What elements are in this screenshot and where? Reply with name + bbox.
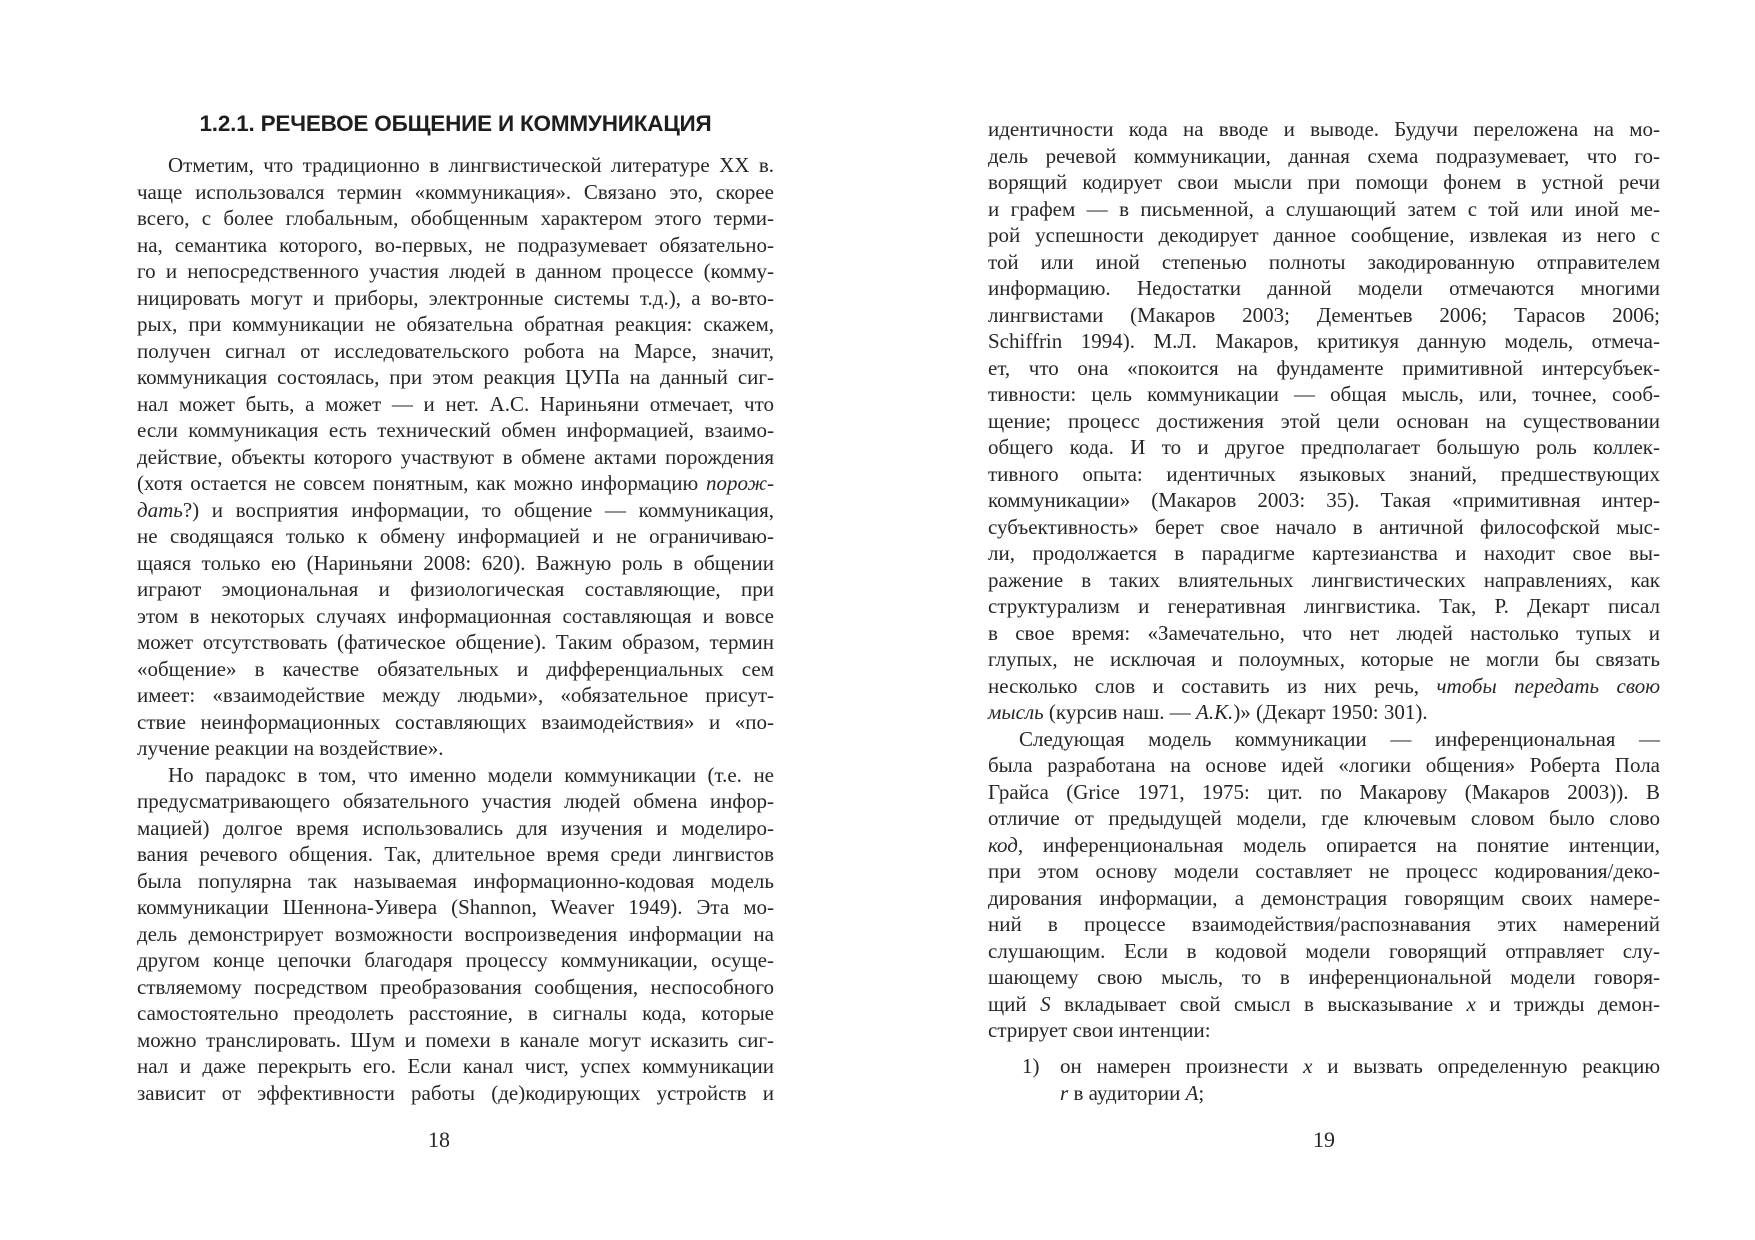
text-segment: не сводящаяся только к обмену информацией и не ограничиваю- (137, 524, 774, 548)
text-line (988, 169, 1660, 196)
text-segment: он намерен произнести (1060, 1054, 1304, 1078)
page-number: 19 (1313, 1127, 1335, 1152)
text-segment: дель демонстрирует возможности воспроизведения информации на (137, 921, 774, 946)
text-line (988, 487, 1660, 514)
text-segment: щий (988, 991, 1041, 1016)
text-line (137, 947, 774, 974)
text-line (988, 620, 1660, 647)
text-segment: коммуникации Шеннона-Уивера (Shannon, Weaver 1949). Эта мо- (137, 895, 774, 919)
italic-text: код (988, 832, 1018, 857)
text-line (988, 328, 1660, 355)
text-line (988, 567, 1660, 594)
text-line (137, 444, 774, 471)
text-line (137, 152, 774, 179)
section-title: 1.2.1. РЕЧЕВОЕ ОБЩЕНИЕ И КОММУНИКАЦИЯ (199, 111, 712, 136)
text-line (137, 497, 774, 524)
text-line (137, 656, 774, 683)
text-segment: рых, при коммуникации не обязательна обратная реакция: скажем, (137, 312, 774, 336)
text-line (988, 275, 1660, 302)
text-line (988, 911, 1660, 938)
text-line (988, 726, 1660, 753)
text-segment: ; (1198, 1080, 1205, 1105)
text-line (137, 364, 774, 391)
text-line (137, 603, 774, 630)
text-segment: играют эмоциональная и физиологическая составляющие, при (137, 577, 774, 601)
text-line (988, 408, 1660, 435)
text-segment: «общение» в качестве обязательных и дифференциальных сем (137, 656, 774, 681)
text-segment: дирования информации, а демонстрация говорящим своих намере- (988, 885, 1660, 910)
text-segment: отличие от предыдущей модели, где ключевым словом было слово (988, 806, 1660, 830)
text-line (137, 470, 774, 497)
text-segment: самостоятельно преодолеть расстояние, в сигналы кода, которые (137, 1001, 774, 1025)
text-segment: мацией) долгое время использовались для изучения и моделиро- (137, 815, 774, 840)
text-line (137, 1027, 774, 1054)
text-line (988, 540, 1660, 567)
text-line (988, 858, 1660, 885)
text-segment: вкладывает свой смысл в высказывание (1050, 991, 1467, 1016)
text-line (137, 815, 774, 842)
text-segment: Schiffrin 1994). М.Л. Макаров, критикуя данную модель, отмеча- (988, 329, 1660, 353)
text-segment: структурализм и генеративная лингвистика. Так, Р. Декарт писал (988, 594, 1660, 618)
text-segment: действие, объекты которого участвуют в обмене актами порождения (137, 444, 774, 469)
text-line (988, 355, 1660, 382)
text-segment: коммуникация состоялась, при этом реакция ЦУПа на данный сиг- (137, 365, 774, 389)
italic-text: x (1466, 991, 1476, 1016)
italic-text: мысль (988, 700, 1044, 724)
text-segment: ний в процессе взаимодействия/распознавания этих намерений (988, 912, 1660, 936)
text-segment: предусматривающего обязательного участия людей обмена инфор- (137, 789, 774, 813)
text-segment: (хотя остается не совсем понятным, как можно информацию (137, 471, 706, 495)
text-segment: можно транслировать. Шум и помехи в канале могут исказить сиг- (137, 1027, 774, 1052)
right-page (877, 0, 1755, 1240)
text-segment: в свое время: «Замечательно, что нет людей настолько тупых и (988, 620, 1660, 645)
text-line (137, 735, 774, 762)
text-segment: ли, продолжается в парадигме картезианства и находит свое вы- (988, 541, 1660, 565)
text-line (137, 921, 774, 948)
text-segment: той или иной степенью полноты закодированную отправителем (988, 249, 1660, 274)
text-segment: щение; процесс достижения этой цели основан на существовании (988, 408, 1660, 433)
text-line (137, 762, 774, 789)
text-line (988, 646, 1660, 673)
text-segment: всего, с более глобальным, обобщенным характером этого терми- (137, 206, 774, 230)
text-segment: вания речевого общения. Так, длительное время среди лингвистов (137, 842, 774, 866)
text-segment: ет, что она «покоится на фундаменте примитивной интерсубъек- (988, 355, 1660, 380)
italic-text: чтобы передать свою (1436, 673, 1660, 698)
text-segment: нал и даже перекрыть его. Если канал чист, успех коммуникации (137, 1054, 774, 1078)
left-page (0, 0, 877, 1240)
text-segment: го и непосредственного участия людей в данном процессе (комму- (137, 259, 774, 283)
text-line (988, 779, 1660, 806)
text-line (137, 417, 774, 444)
text-segment: при этом основу модели составляет не процесс кодирования/деко- (988, 859, 1660, 883)
text-segment: имеет: «взаимодействие между людьми», «обязательное присут- (137, 683, 774, 707)
text-line (988, 805, 1660, 832)
text-line (988, 143, 1660, 170)
italic-text: x (1303, 1054, 1313, 1078)
italic-text: S (1040, 991, 1051, 1016)
text-segment: Отметим, что традиционно в лингвистической литературе XX в. (168, 153, 774, 177)
text-segment: ?) и восприятия информации, то общение — коммуникация, (182, 497, 774, 522)
text-line (137, 629, 774, 656)
text-line (137, 1000, 774, 1027)
text-line (988, 116, 1660, 143)
text-line (988, 673, 1660, 700)
text-line (137, 285, 774, 312)
text-line (137, 258, 774, 285)
text-line (988, 222, 1660, 249)
text-segment: щаяся только ею (Нариньяни 2008: 620). Важную роль в общении (137, 550, 774, 575)
text-segment: глупых, не исключая и полоумных, которые не могли бы связать (988, 647, 1660, 671)
text-segment: шающему свою мысль, то в инференциональной модели говоря- (988, 965, 1660, 989)
text-line (137, 1053, 774, 1080)
text-segment: идентичности кода на вводе и выводе. Будучи переложена на мо- (988, 117, 1660, 141)
text-line (1060, 1080, 1660, 1107)
text-segment: получен сигнал от исследовательского робота на Марсе, значит, (137, 338, 774, 363)
text-line (137, 894, 774, 921)
text-line (988, 461, 1660, 488)
text-line (137, 391, 774, 418)
text-segment: тивности: цель коммуникации — общая мысль, или, точнее, сооб- (988, 382, 1660, 406)
text-line (137, 179, 774, 206)
text-line (988, 302, 1660, 329)
text-segment: и графем — в письменной, а слушающий затем с той или иной ме- (988, 196, 1660, 221)
text-segment: нал может быть, а может — и нет. А.С. Нариньяни отмечает, что (137, 391, 774, 416)
text-segment: информацию. Недостатки данной модели отмечаются многими (988, 276, 1660, 300)
text-line (988, 991, 1660, 1018)
italic-text: A (1185, 1080, 1199, 1105)
italic-text: порож- (705, 471, 774, 495)
text-segment: на, семантика которого, во-первых, не подразумевает обязательно- (137, 232, 774, 257)
text-line (137, 974, 774, 1001)
list-item-text (1060, 1053, 1660, 1106)
italic-text: дать (137, 497, 183, 522)
text-segment: была разработана на основе идей «логики общения» Роберта Пола (988, 753, 1660, 777)
text-segment: этом в некоторых случаях информационная составляющая и вовсе (137, 603, 774, 628)
text-line (137, 1080, 774, 1107)
text-segment: слушающим. Если в кодовой модели говорящий отправляет слу- (988, 938, 1660, 963)
text-line (137, 788, 774, 815)
text-segment: субъективность» берет свое начало в античной философской мыс- (988, 514, 1660, 539)
text-line (988, 964, 1660, 991)
text-segment: лучение реакции на воздействие». (137, 736, 444, 760)
text-segment: ворящий кодирует свои мысли при помощи фонем в устной речи (988, 170, 1660, 194)
text-line (137, 338, 774, 365)
text-segment: рой успешности декодирует данное сообщение, извлекая из него с (988, 223, 1660, 247)
text-segment: Грайса (Grice 1971, 1975: цит. по Макарову (Макаров 2003)). В (988, 779, 1660, 804)
text-segment: чаще использовался термин «коммуникация». Связано это, скорее (137, 179, 774, 204)
text-segment: ницировать могут и приборы, электронные системы т.д.), а во-вто- (137, 285, 774, 310)
text-line (988, 938, 1660, 965)
text-segment: (курсив наш. — (1043, 700, 1197, 724)
text-segment: может отсутствовать (фатическое общение). Таким образом, термин (137, 630, 774, 654)
text-segment: в аудитории (1068, 1080, 1186, 1105)
text-line (988, 699, 1660, 726)
page-number: 18 (428, 1127, 450, 1152)
text-segment: лингвистами (Макаров 2003; Дементьев 2006; Тарасов 2006; (988, 302, 1660, 327)
text-line (988, 196, 1660, 223)
text-segment: зависит от эффективности работы (де)кодирующих устройств и (137, 1080, 774, 1105)
text-line (988, 832, 1660, 859)
text-segment: тивного опыта: идентичных языковых знаний, предшествующих (988, 461, 1660, 486)
text-line (137, 311, 774, 338)
text-line (137, 576, 774, 603)
text-segment: Следующая модель коммуникации — инференциональная — (1019, 726, 1660, 751)
text-segment: дель речевой коммуникации, данная схема подразумевает, что го- (988, 143, 1660, 168)
text-segment: ствие неинформационных составляющих взаимодействия» и «по- (137, 709, 774, 734)
italic-text: А.К. (1196, 700, 1234, 724)
text-line (137, 868, 774, 895)
text-line (137, 841, 774, 868)
text-line (988, 249, 1660, 276)
text-line (137, 205, 774, 232)
right-page-body (988, 116, 1660, 1044)
text-line (988, 752, 1660, 779)
text-segment: )» (Декарт 1950: 301). (1233, 700, 1428, 724)
text-line (988, 434, 1660, 461)
text-segment: ствляемому посредством преобразования сообщения, неспособного (137, 974, 774, 999)
text-segment: несколько слов и составить из них речь, (988, 673, 1437, 698)
text-line (137, 550, 774, 577)
text-segment: была популярна так называемая информационно-кодовая модель (137, 868, 774, 893)
italic-text: r (1060, 1080, 1069, 1105)
text-line (137, 232, 774, 259)
text-line (988, 593, 1660, 620)
text-segment: общего кода. И то и другое предполагает большую роль коллек- (988, 435, 1660, 459)
text-line (1060, 1053, 1660, 1080)
text-line (988, 885, 1660, 912)
text-segment: , инференциональная модель опирается на понятие интенции, (1017, 832, 1660, 857)
text-segment: другом конце цепочки благодаря процессу коммуникации, осуще- (137, 948, 774, 972)
text-segment: коммуникации» (Макаров 2003: 35). Такая «примитивная интер- (988, 488, 1660, 512)
text-segment: и трижды демон- (1475, 991, 1660, 1016)
text-line (988, 1017, 1660, 1044)
text-line (137, 523, 774, 550)
text-segment: Но парадокс в том, что именно модели коммуникации (т.е. не (168, 762, 774, 787)
text-line (137, 682, 774, 709)
text-line (988, 514, 1660, 541)
text-line (988, 381, 1660, 408)
list-item-number: 1) (1022, 1054, 1040, 1078)
text-segment: и вызвать определенную реакцию (1312, 1054, 1661, 1078)
text-line (137, 709, 774, 736)
left-page-body (137, 152, 774, 1106)
text-segment: ражение в таких влиятельных лингвистических направлениях, как (988, 567, 1660, 592)
text-segment: если коммуникация есть технический обмен информацией, взаимо- (137, 418, 774, 442)
text-segment: стрирует свои интенции: (988, 1018, 1211, 1042)
